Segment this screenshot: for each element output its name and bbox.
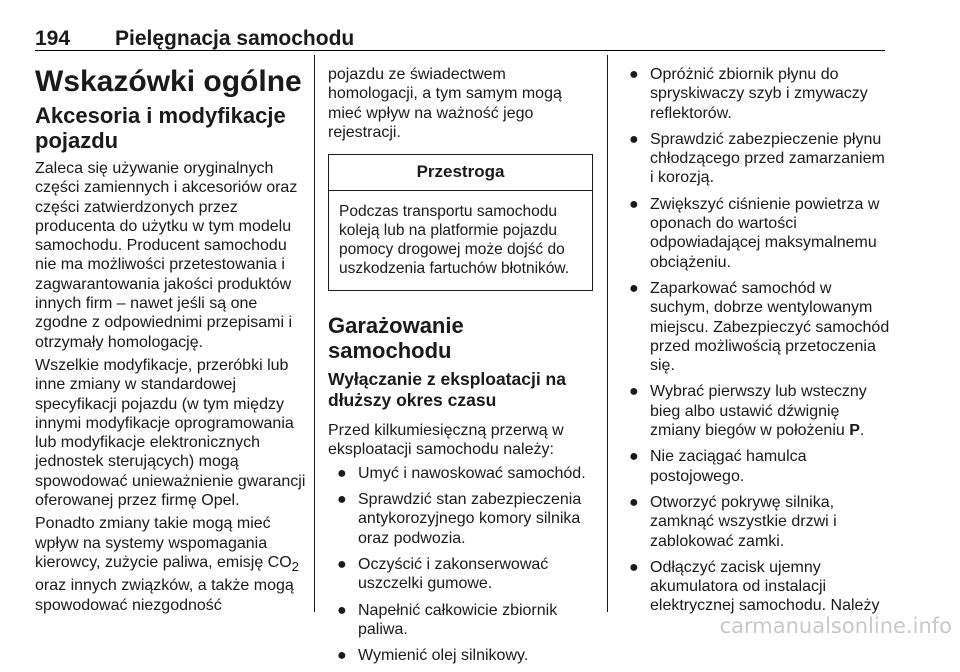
- list-item: [330, 490, 593, 548]
- list-item-text: Zwiększyć ciśnienie powietrza w oponach do wartości odpowiadającej maksymalnemu obciążeniu.: [650, 195, 880, 271]
- list-item: [622, 493, 892, 551]
- list-item-text: Umyć i nawoskować samochód.: [358, 464, 586, 482]
- paragraph: Wszelkie modyfikacje, przeróbki lub inne zmiany w standardowej specyfikacji pojazdu (w tym między innymi modyfikacje oprogramowania lub modyfikacje elektronicznych jednostek sterujących) mogą spowodować unieważnienie gwarancji oferowanej przez firmę Opel.: [35, 356, 306, 510]
- list-item-text: Wymienić olej silnikowy.: [358, 647, 529, 665]
- bullet-list: [330, 464, 593, 666]
- column-2: [328, 55, 593, 672]
- column-divider: [607, 55, 608, 612]
- list-item-text: Sprawdzić stan zabezpieczenia antykorozyjnego komory silnika oraz podwozia.: [358, 491, 582, 547]
- watermark: carmanualsonline.info: [719, 614, 952, 638]
- text-span: oraz innych związków, a także mogą spowodować niezgodność: [35, 577, 294, 614]
- bullet-icon: ●: [337, 491, 347, 509]
- gear-position-label: P: [849, 422, 860, 440]
- list-item-text: Zaparkować samochód w suchym, dobrze wentylowanym miejscu. Zabezpieczyć samochód przed możliwością przetoczenia się.: [650, 279, 890, 375]
- list-item: [622, 130, 892, 188]
- subsection-heading: Wyłączanie z eksploatacji na dłuższy okres czasu: [328, 369, 566, 411]
- bullet-icon: ●: [337, 464, 347, 482]
- bullet-icon: ●: [629, 66, 639, 83]
- list-item: [330, 555, 593, 594]
- list-item: [622, 382, 892, 440]
- list-item-text: Wybrać pierwszy lub wsteczny bieg albo ustawić dźwignię zmiany biegów w położeniu: [650, 383, 867, 440]
- list-item: [622, 65, 892, 123]
- list-item-text: Oczyścić i zakonserwować uszczelki gumowe.: [358, 555, 549, 593]
- list-item-text: Napełnić całkowicie zbiornik paliwa.: [358, 601, 558, 638]
- bullet-icon: ●: [629, 448, 639, 466]
- caution-box: [328, 154, 593, 291]
- bullet-icon: ●: [629, 130, 639, 148]
- list-item: [330, 601, 593, 640]
- page-title: Pielęgnacja samochodu: [115, 27, 355, 50]
- list-item-text: .: [859, 422, 865, 440]
- column-divider: [314, 55, 315, 612]
- bullet-icon: ●: [629, 558, 639, 576]
- list-item: [330, 646, 593, 665]
- list-item-text: Odłączyć zacisk ujemny akumulatora od instalacji elektrycznej samochodu. Należy: [650, 558, 880, 615]
- caution-title: Przestroga: [329, 155, 592, 191]
- paragraph: Przed kilkumiesięczną przerwą w eksploatacji samochodu należy:: [328, 422, 564, 459]
- section-heading: Wskazówki ogólne: [35, 65, 302, 98]
- bullet-icon: ●: [337, 647, 347, 665]
- caution-text: Podczas transportu samochodu koleją lub na platformie pojazdu pomocy drogowej może dojść do uszkodzenia fartuchów błotników.: [339, 203, 570, 278]
- list-item: [330, 464, 593, 483]
- section-heading: Garażowanie samochodu: [328, 313, 464, 364]
- list-item: [622, 558, 892, 616]
- bullet-icon: ●: [337, 555, 347, 573]
- text-span: Ponadto zmiany takie mogą mieć wpływ na systemy wspomagania kierowcy, zużycie paliwa, emisję CO: [35, 515, 292, 571]
- list-item-text: Sprawdzić zabezpieczenie płynu chłodzącego przed zamarzaniem i korozją.: [650, 130, 885, 187]
- paragraph: Zaleca się używanie oryginalnych części zamiennych i akcesoriów oraz części zatwierdzonych przez producenta do użytku w tym modelu samochodu. Producent samochodu nie ma możliwości przetestowania i zagwarantowania jakości produktów innych firm – nawet jeśli są one zgodne z odpowiednimi przepisami i otrzymały homologację.: [35, 160, 298, 351]
- paragraph: pojazdu ze świadectwem homologacji, a tym samym mogą mieć wpływ na ważność jego rejestracji.: [328, 66, 562, 141]
- list-item: [622, 279, 892, 375]
- page-header: [35, 22, 885, 51]
- bullet-icon: ●: [629, 383, 639, 401]
- subscript: 2: [291, 559, 300, 575]
- list-item-text: Otworzyć pokrywę silnika, zamknąć wszystkie drzwi i zablokować zamki.: [650, 493, 837, 550]
- list-item-text: Nie zaciągać hamulca postojowego.: [650, 448, 807, 485]
- bullet-icon: ●: [629, 493, 639, 511]
- bullet-icon: ●: [629, 279, 639, 297]
- page-number: 194: [35, 27, 71, 50]
- subsection-heading: Akcesoria i modyfikacje pojazdu: [35, 103, 286, 153]
- column-3: [622, 55, 892, 623]
- bullet-icon: ●: [629, 195, 639, 213]
- column-1: [35, 55, 307, 619]
- bullet-icon: ●: [337, 601, 347, 619]
- list-item: [622, 447, 892, 486]
- paragraph: [35, 514, 307, 615]
- bullet-list: [622, 65, 892, 616]
- list-item: [622, 195, 892, 272]
- list-item-text: Opróżnić zbiornik płynu do spryskiwaczy szyb i zmywaczy reflektorów.: [650, 66, 868, 122]
